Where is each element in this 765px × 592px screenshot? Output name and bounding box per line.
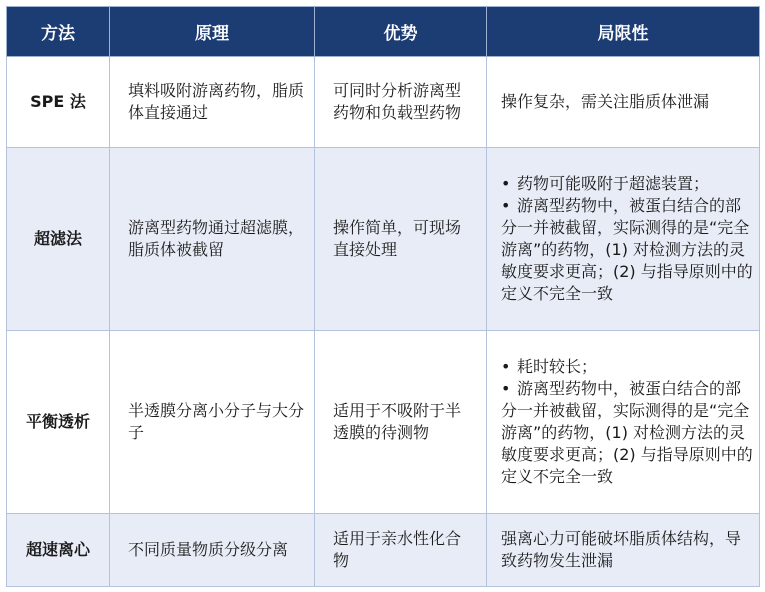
table-row xyxy=(7,514,760,587)
method-cell: 超滤法 xyxy=(7,148,110,331)
method-cell: SPE 法 xyxy=(7,57,110,148)
table-row xyxy=(7,148,760,331)
limitation-item xyxy=(501,356,753,378)
limitation-item xyxy=(501,195,753,305)
bullet-icon: • xyxy=(501,357,511,376)
header-advantage: 优势 xyxy=(315,7,487,57)
limitation-cell xyxy=(487,331,760,514)
limitation-list xyxy=(501,173,753,305)
principle-cell: 半透膜分离小分子与大分子 xyxy=(110,331,315,514)
limitation-item-text: 药物可能吸附于超滤装置； xyxy=(517,174,710,193)
header-principle: 原理 xyxy=(110,7,315,57)
principle-cell: 填料吸附游离药物，脂质体直接通过 xyxy=(110,57,315,148)
table-row xyxy=(7,57,760,148)
principle-cell: 游离型药物通过超滤膜，脂质体被截留 xyxy=(110,148,315,331)
method-cell: 超速离心 xyxy=(7,514,110,587)
limitation-cell: 强离心力可能破坏脂质体结构，导致药物发生泄漏 xyxy=(487,514,760,587)
limitation-list xyxy=(501,356,753,488)
method-cell: 平衡透析 xyxy=(7,331,110,514)
method-comparison-table xyxy=(6,6,760,587)
table-header-row xyxy=(7,7,760,57)
advantage-cell: 适用于亲水性化合物 xyxy=(315,514,487,587)
table-row xyxy=(7,331,760,514)
principle-cell: 不同质量物质分级分离 xyxy=(110,514,315,587)
limitation-item-text: 游离型药物中，被蛋白结合的部分一并被截留，实际测得的是“完全游离”的药物，(1) 对检测方法的灵敏度要求更高；(2) 与指导原则中的定义不完全一致 xyxy=(501,196,753,303)
limitation-cell: 操作复杂，需关注脂质体泄漏 xyxy=(487,57,760,148)
limitation-item-text: 耗时较长； xyxy=(517,357,598,376)
limitation-item xyxy=(501,378,753,488)
bullet-icon: • xyxy=(501,196,511,215)
limitation-item xyxy=(501,173,753,195)
advantage-cell: 可同时分析游离型药物和负载型药物 xyxy=(315,57,487,148)
advantage-cell: 适用于不吸附于半透膜的待测物 xyxy=(315,331,487,514)
header-limitation: 局限性 xyxy=(487,7,760,57)
advantage-cell: 操作简单，可现场直接处理 xyxy=(315,148,487,331)
limitation-cell xyxy=(487,148,760,331)
limitation-item-text: 游离型药物中，被蛋白结合的部分一并被截留，实际测得的是“完全游离”的药物，(1) 对检测方法的灵敏度要求更高；(2) 与指导原则中的定义不完全一致 xyxy=(501,379,753,486)
header-method: 方法 xyxy=(7,7,110,57)
bullet-icon: • xyxy=(501,379,511,398)
comparison-table-container xyxy=(6,6,759,586)
bullet-icon: • xyxy=(501,174,511,193)
